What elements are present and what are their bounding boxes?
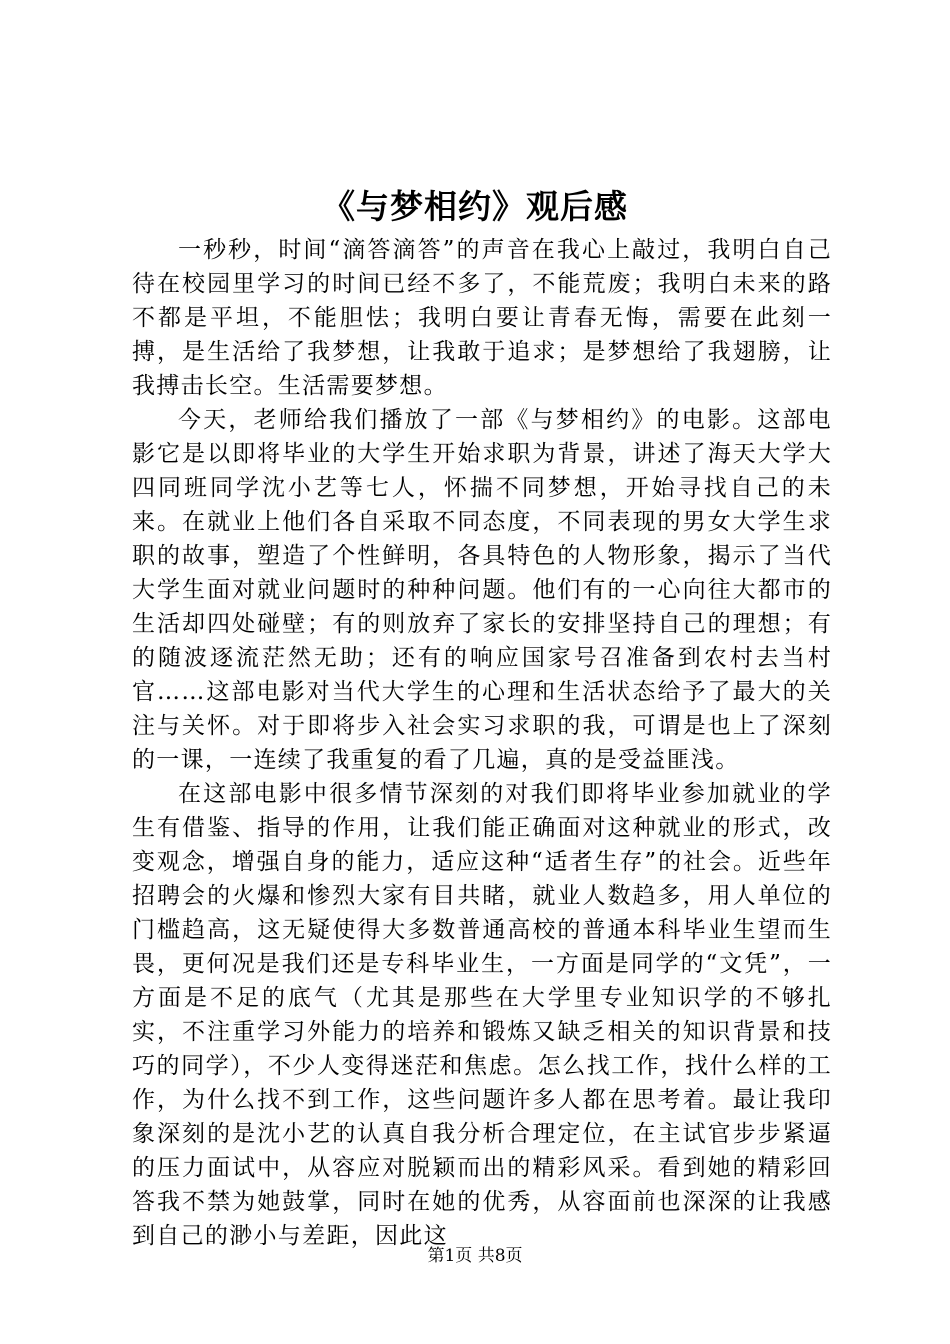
page-footer: 第1页 共8页: [427, 1246, 523, 1266]
document-body: [132, 233, 832, 1253]
paragraph-2: 今天，老师给我们播放了一部《与梦相约》的电影。这部电影它是以即将毕业的大学生开始求职为背景，讲述了海天大学大四同班同学沈小艺等七人，怀揣不同梦想，开始寻找自己的未来。在就业上他们各自采取不同态度，不同表现的男女大学生求职的故事，塑造了个性鲜明，各具特色的人物形象，揭示了当代大学生面对就业问题时的种种问题。他们有的一心向往大都市的生活却四处碰壁；有的则放弃了家长的安排坚持自己的理想；有的随波逐流茫然无助；还有的响应国家号召准备到农村去当村官……这部电影对当代大学生的心理和生活状态给予了最大的关注与关怀。对于即将步入社会实习求职的我，可谓是也上了深刻的一课，一连续了我重复的看了几遍，真的是受益匪浅。: [132, 407, 832, 773]
paragraph-1: 一秒秒，时间“滴答滴答”的声音在我心上敲过，我明白自己待在校园里学习的时间已经不多了，不能荒废；我明白未来的路不都是平坦，不能胆怯；我明白要让青春无悔，需要在此刻一搏，是生活给了我梦想，让我敢于追求；是梦想给了我翅膀，让我搏击长空。生活需要梦想。: [132, 237, 832, 399]
document-title: 《与梦相约》观后感: [322, 187, 628, 226]
paragraph-3: 在这部电影中很多情节深刻的对我们即将毕业参加就业的学生有借鉴、指导的作用，让我们能正确面对这种就业的形式，改变观念，增强自身的能力，适应这种“适者生存”的社会。近些年招聘会的火爆和惨烈大家有目共睹，就业人数趋多，用人单位的门槛趋高，这无疑使得大多数普通高校的普通本科毕业生望而生畏，更何况是我们还是专科毕业生，一方面是同学的“文凭”，一方面是不足的底气（尤其是那些在大学里专业知识学的不够扎实，不注重学习外能力的培养和锻炼又缺乏相关的知识背景和技巧的同学），不少人变得迷茫和焦虑。怎么找工作，找什么样的工作，为什么找不到工作，这些问题许多人都在思考着。最让我印象深刻的是沈小艺的认真自我分析合理定位，在主试官步步紧逼的压力面试中，从容应对脱颖而出的精彩风采。看到她的精彩回答我不禁为她鼓掌，同时在她的优秀，从容面前也深深的让我感到自己的渺小与差距，因此这: [132, 781, 832, 1249]
